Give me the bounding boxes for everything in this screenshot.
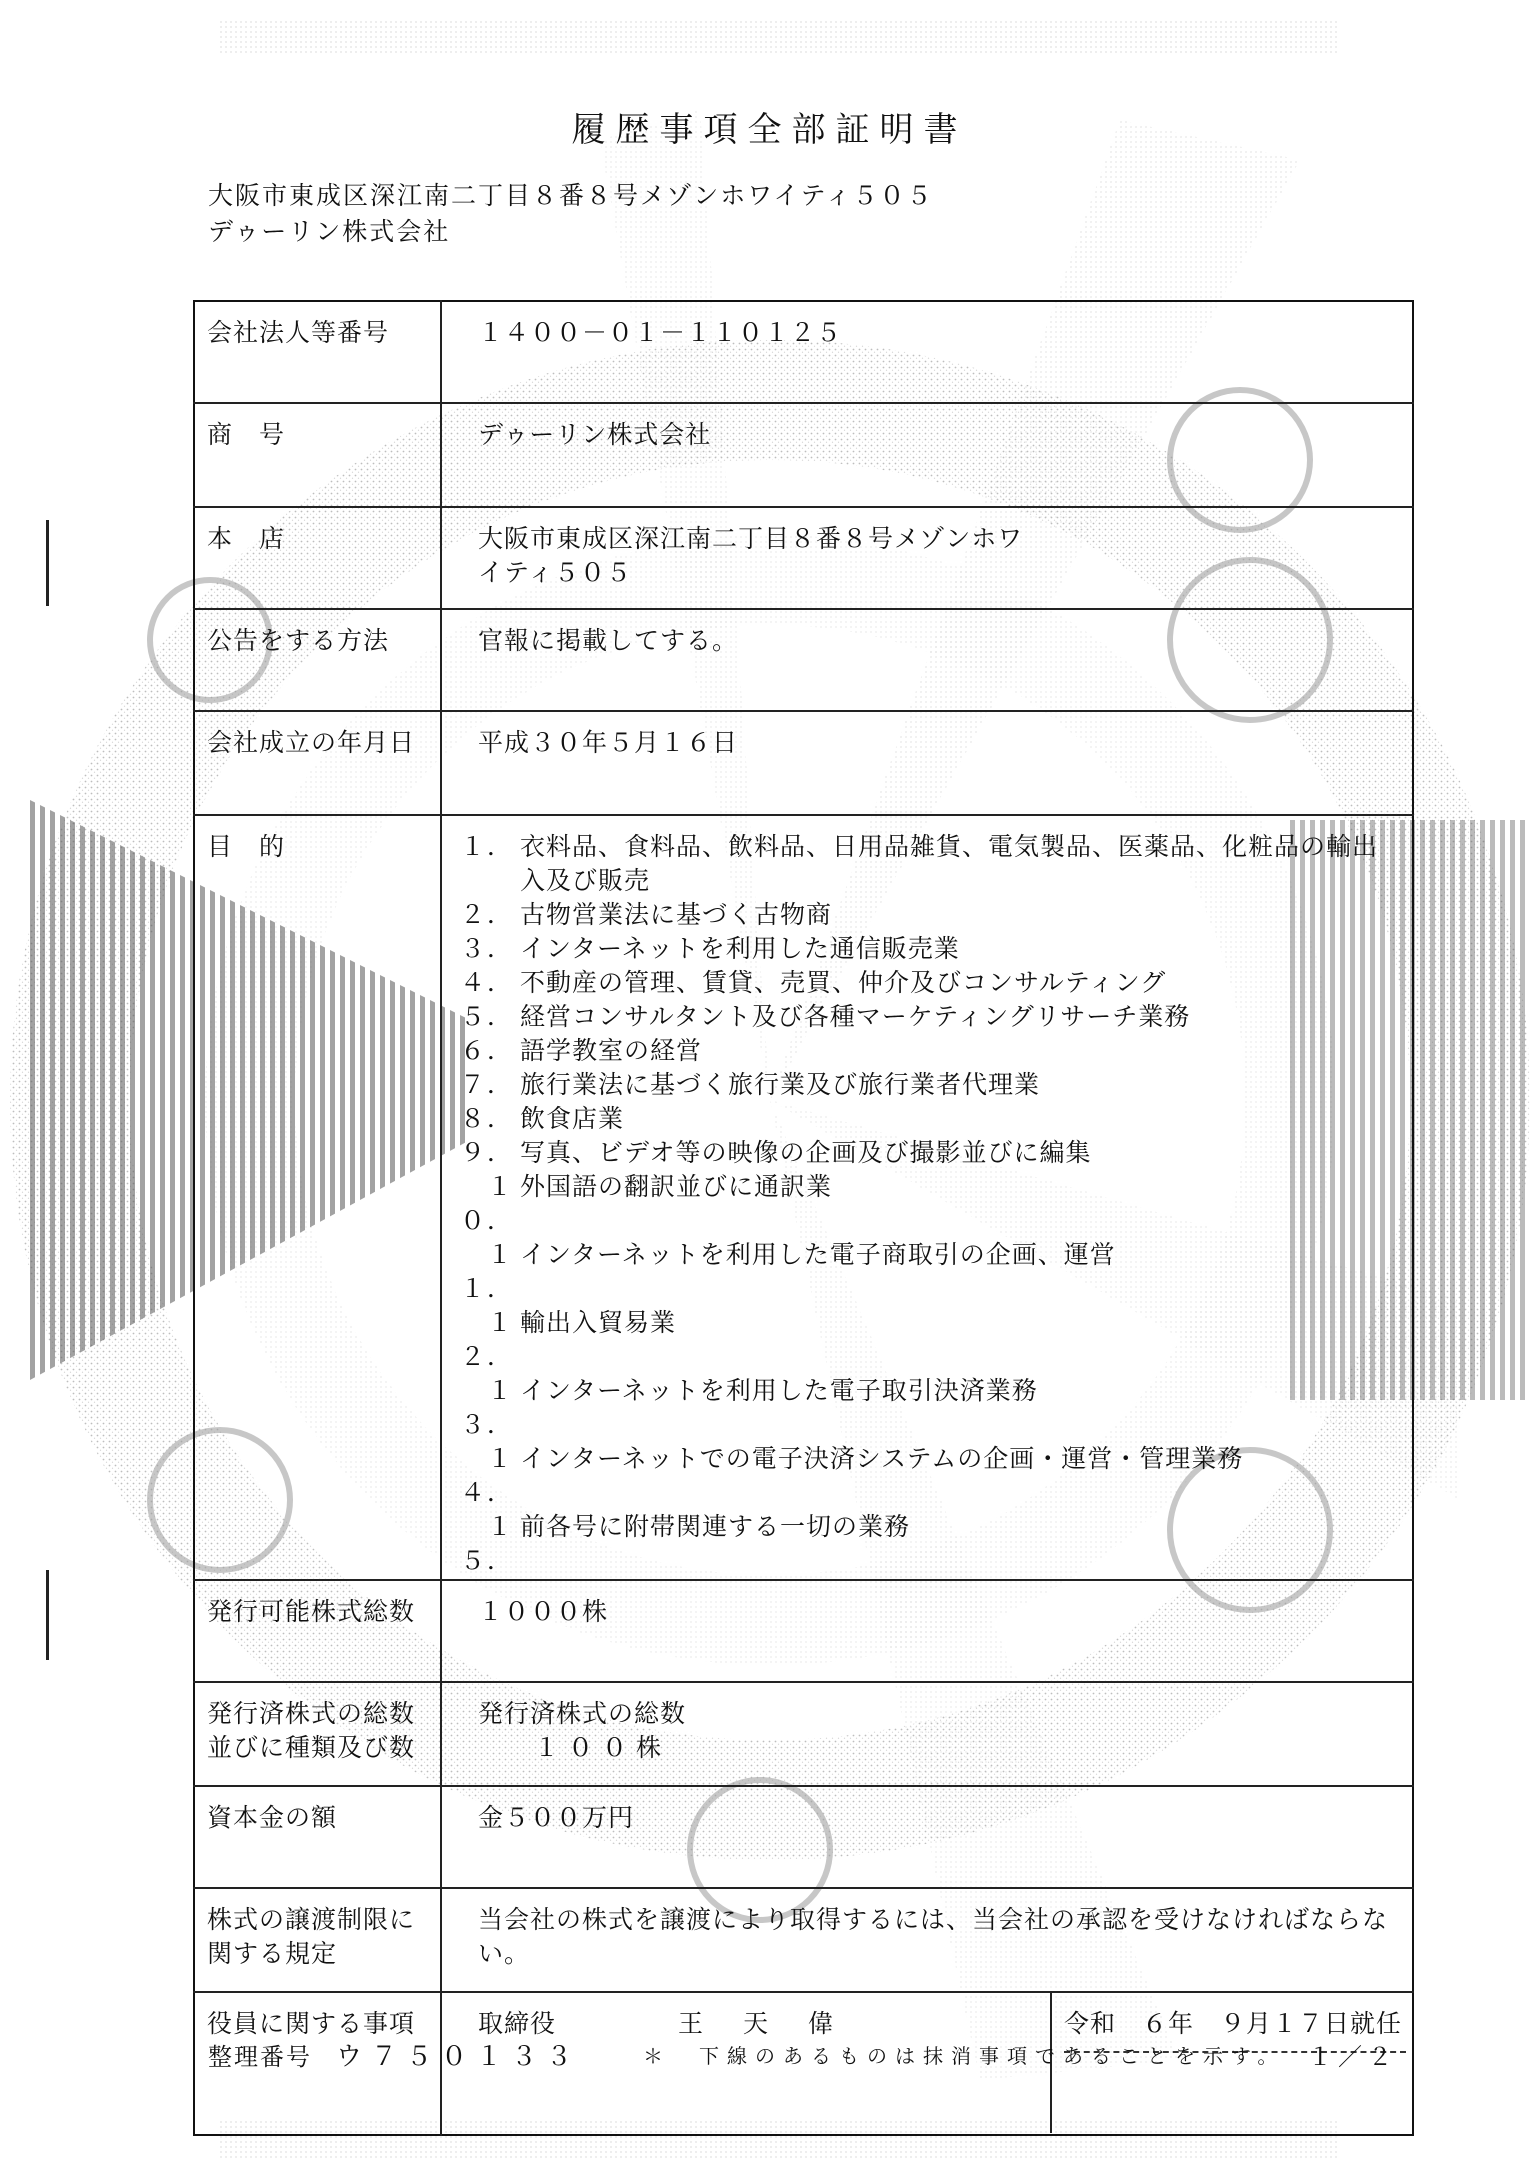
purpose-item-text: 前各号に附帯関連する一切の業務 [520,1512,911,1541]
purpose-item-text: 写真、ビデオ等の映像の企画及び撮影並びに編集 [520,1138,1092,1167]
purpose-item-text: 衣料品、食料品、飲料品、日用品雑貨、電気製品、医薬品、化粧品の輸出入及び販売 [520,832,1379,895]
document-footer [208,2036,1398,2073]
purpose-item-number: １３． [459,1376,514,1439]
row-purpose [194,815,1413,1580]
registry-table [193,300,1414,2136]
value-head-office [441,507,1413,609]
label-establishment-date: 会社成立の年月日 [194,711,441,815]
issued-shares-value-line-2: １００株 [534,1733,671,1762]
label-issued-shares [194,1682,441,1786]
value-public-notice: 官報に掲載してする。 [441,609,1413,711]
value-share-transfer [441,1888,1413,1992]
reference-number: ウ７５０１３３ [336,2042,582,2072]
row-establishment-date [194,711,1413,815]
purpose-item-text: インターネットを利用した通信販売業 [520,934,960,963]
value-trade-name: デゥーリン株式会社 [441,403,1413,507]
value-purpose [441,815,1413,1580]
header-company: デゥーリン株式会社 [208,217,451,246]
purpose-item-text: インターネットを利用した電子取引決済業務 [520,1376,1038,1405]
issued-shares-label-line-1: 発行済株式の総数 [207,1699,416,1728]
purpose-item [444,1306,1398,1374]
purpose-item-text: 輸出入貿易業 [520,1308,677,1337]
purpose-item [444,1068,1398,1102]
purpose-item [444,1000,1398,1034]
issued-shares-label-line-2: 並びに種類及び数 [207,1733,416,1762]
purpose-item-text: 外国語の翻訳並びに通訳業 [520,1172,833,1201]
purpose-item-text: インターネットを利用した電子商取引の企画、運営 [520,1240,1116,1269]
reference-label: 整理番号 [208,2043,312,2071]
purpose-item-text: 古物営業法に基づく古物商 [520,900,833,929]
officer-appointment: 令和 ６年 ９月１７日就任 [1064,2009,1403,2038]
footer-note: ＊ 下線のあるものは抹消事項であることを示す。 [643,2044,1286,2068]
purpose-item-number: １２． [459,1308,514,1371]
purpose-item-number: １１． [459,1240,514,1303]
value-authorized-shares: １０００株 [441,1580,1413,1682]
share-transfer-label-line-2: 関する規定 [207,1939,338,1968]
purpose-item [444,898,1398,932]
purpose-item-number: ４． [459,968,514,997]
purpose-item-number: １０． [459,1172,514,1235]
purpose-item [444,1136,1398,1170]
officer-name: 王天偉 [678,2009,874,2038]
purpose-item-text: 不動産の管理、賃貸、売買、仲介及びコンサルティング [520,968,1167,997]
purpose-item-number: ９． [459,1138,514,1167]
purpose-item-number: １． [459,832,514,861]
row-trade-name [194,403,1413,507]
page-number: １／２ [1308,2043,1398,2071]
purpose-item-number: ７． [459,1070,514,1099]
document-header [208,178,934,250]
row-capital [194,1786,1413,1888]
row-corporate-number [194,301,1413,403]
purpose-item-number: ２． [459,900,514,929]
document-title: 履歴事項全部証明書 [571,110,968,150]
label-head-office: 本 店 [194,507,441,609]
purpose-item-number: ５． [459,1002,514,1031]
value-corporate-number: １４００－０１－１１０１２５ [478,318,843,347]
purpose-item [444,1238,1398,1306]
value-establishment-date: 平成３０年５月１６日 [441,711,1413,815]
purpose-item-text: 語学教室の経営 [520,1036,703,1065]
row-issued-shares [194,1682,1413,1786]
purpose-item [444,1442,1398,1510]
share-transfer-value-line-2: い。 [478,1939,531,1968]
purpose-item [444,1510,1398,1578]
issued-shares-value-line-1: 発行済株式の総数 [478,1699,687,1728]
purpose-item [444,1170,1398,1238]
label-public-notice: 公告をする方法 [194,609,441,711]
label-corporate-number: 会社法人等番号 [194,301,441,403]
purpose-item [444,1102,1398,1136]
purpose-item-text: 飲食店業 [520,1104,625,1133]
value-capital: 金５００万円 [441,1786,1413,1888]
purpose-item [444,1034,1398,1068]
head-office-line-1: 大阪市東成区深江南二丁目８番８号メゾンホワ [478,524,1024,553]
row-share-transfer [194,1888,1413,1992]
purpose-item [444,1374,1398,1442]
label-trade-name: 商 号 [194,403,441,507]
purpose-item-number: １４． [459,1444,514,1507]
label-officers: 役員に関する事項 [194,1992,441,2135]
purpose-item [444,966,1398,1000]
row-head-office [194,507,1413,609]
purpose-list [444,830,1398,1578]
purpose-item-text: インターネットでの電子決済システムの企画・運営・管理業務 [520,1444,1244,1473]
share-transfer-value-line-1: 当会社の株式を譲渡により取得するには、当会社の承認を受けなければならな [478,1905,1389,1934]
purpose-item [444,830,1398,898]
label-purpose: 目 的 [194,815,441,1580]
officer-title: 取締役 [478,2009,557,2038]
head-office-line-2: イティ５０５ [478,558,633,587]
row-public-notice [194,609,1413,711]
purpose-item [444,932,1398,966]
margin-mark-lower [46,1570,49,1660]
label-share-transfer [194,1888,441,1992]
purpose-item-number: ８． [459,1104,514,1133]
purpose-item-number: １５． [459,1512,514,1575]
share-transfer-label-line-1: 株式の譲渡制限に [207,1905,416,1934]
value-issued-shares [441,1682,1413,1786]
margin-mark-upper [46,520,49,606]
label-capital: 資本金の額 [194,1786,441,1888]
purpose-item-number: ６． [459,1036,514,1065]
header-address: 大阪市東成区深江南二丁目８番８号メゾンホワイティ５０５ [208,181,934,210]
label-authorized-shares: 発行可能株式総数 [194,1580,441,1682]
purpose-item-text: 旅行業法に基づく旅行業及び旅行業者代理業 [520,1070,1041,1099]
purpose-item-number: ３． [459,934,514,963]
row-authorized-shares [194,1580,1413,1682]
purpose-item-text: 経営コンサルタント及び各種マーケティングリサーチ業務 [520,1002,1191,1031]
